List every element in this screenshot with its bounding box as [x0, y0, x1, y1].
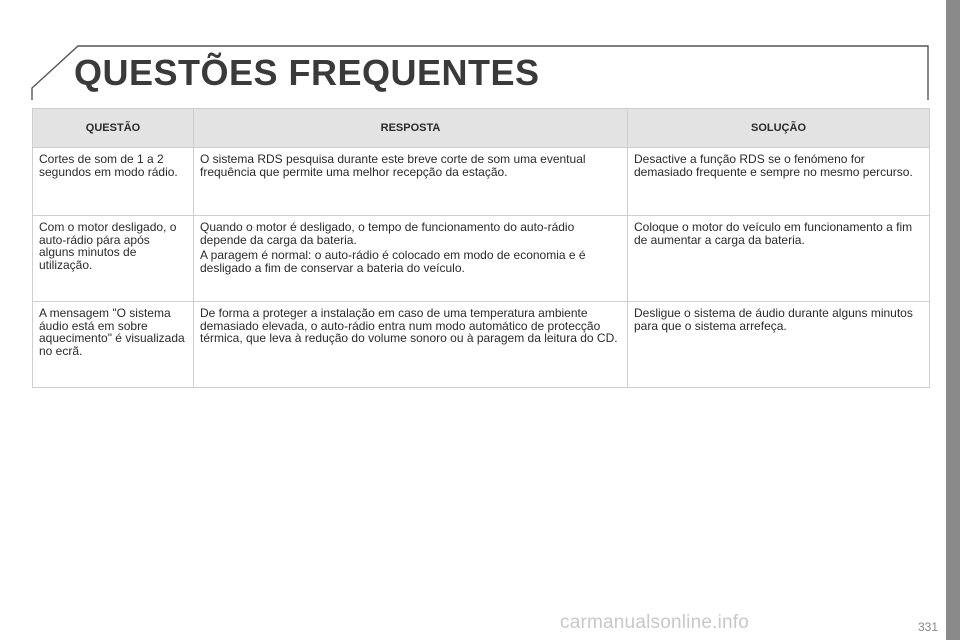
solution-cell: Desligue o sistema de áudio durante alguns minutos para que o sistema arrefeça. — [628, 302, 930, 388]
column-header-solution: SOLUÇÃO — [628, 109, 930, 148]
answer-paragraph: Quando o motor é desligado, o tempo de funcionamento do auto-rádio depende da carga da bateria. — [200, 220, 575, 247]
page-title: QUESTÕES FREQUENTES — [74, 52, 540, 93]
column-header-answer: RESPOSTA — [194, 109, 628, 148]
answer-cell — [194, 216, 628, 302]
answer-paragraph: De forma a proteger a instalação em caso de uma temperatura ambiente demasiado elevada, o auto-rádio entra num modo automático de protecção térmica, que leva à redução do volume sonoro ou à paragem da leitura do CD. — [200, 306, 618, 345]
question-cell: A mensagem "O sistema áudio está em sobre aquecimento" é visualizada no ecrã. — [33, 302, 194, 388]
answer-paragraph: O sistema RDS pesquisa durante este breve corte de som uma eventual frequência que permite uma melhor recepção da estação. — [200, 152, 586, 179]
watermark: carmanualsonline.info — [560, 612, 750, 633]
question-cell: Cortes de som de 1 a 2 segundos em modo rádio. — [33, 148, 194, 216]
faq-table — [32, 108, 930, 388]
page-number: 331 — [917, 620, 938, 634]
answer-cell — [194, 148, 628, 216]
answer-cell — [194, 302, 628, 388]
table-row — [33, 216, 930, 302]
title-banner — [0, 0, 960, 110]
table-row — [33, 148, 930, 216]
answer-paragraph: A paragem é normal: o auto-rádio é colocado em modo de economia e é desligado a fim de conservar a bateria do veículo. — [200, 248, 586, 275]
table-header-row — [33, 109, 930, 148]
question-cell: Com o motor desligado, o auto-rádio pára após alguns minutos de utilização. — [33, 216, 194, 302]
solution-cell: Coloque o motor do veículo em funcionamento a fim de aumentar a carga da bateria. — [628, 216, 930, 302]
table-row — [33, 302, 930, 388]
column-header-question: QUESTÃO — [33, 109, 194, 148]
solution-cell: Desactive a função RDS se o fenómeno for demasiado frequente e sempre no mesmo percurso. — [628, 148, 930, 216]
